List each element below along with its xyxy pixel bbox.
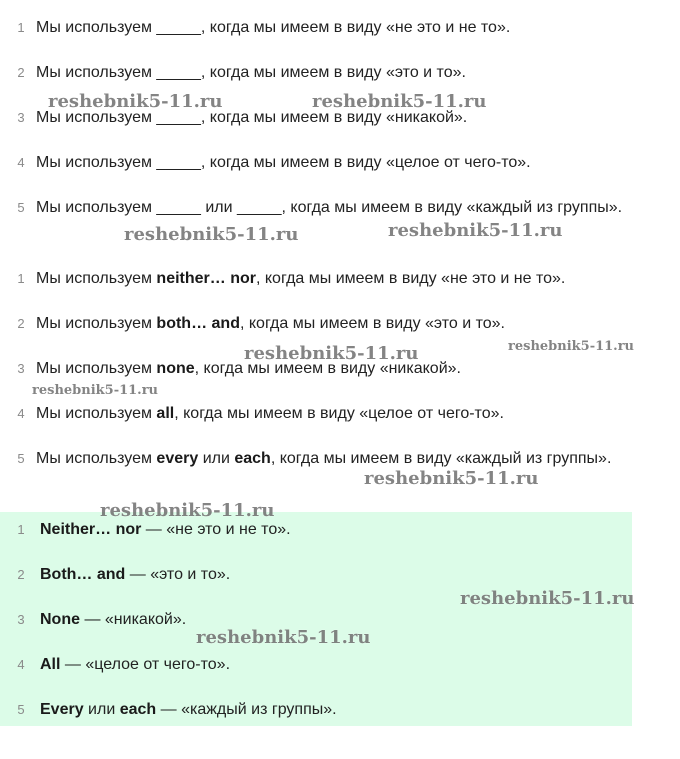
watermark: reshebnik5-11.ru	[508, 339, 635, 354]
text-segment: , когда мы имеем в виду «никакой».	[194, 360, 461, 377]
item-number: 3	[17, 612, 25, 627]
text-segment: Мы используем	[36, 360, 157, 377]
item-number: 5	[17, 200, 25, 215]
text-segment: , когда мы имеем в виду «каждый из группы».	[270, 450, 612, 467]
text-segment: — «никакой».	[80, 611, 187, 628]
watermark: reshebnik5-11.ru	[124, 224, 299, 245]
keyword: neither… nor	[156, 270, 256, 287]
text-segment: или	[83, 701, 120, 718]
item-number: 5	[17, 451, 25, 466]
item-number: 2	[17, 567, 25, 582]
text-segment: Мы используем	[36, 450, 157, 467]
watermark: reshebnik5-11.ru	[312, 91, 487, 112]
item-text	[36, 151, 624, 174]
item-number: 2	[17, 65, 25, 80]
keyword: all	[156, 405, 175, 422]
watermark: reshebnik5-11.ru	[388, 220, 563, 241]
item-number: 3	[17, 361, 25, 376]
item-text	[36, 16, 624, 39]
text-segment: , когда мы имеем в виду «целое от чего-то».	[174, 405, 504, 422]
text-segment: — «каждый из группы».	[156, 701, 337, 718]
watermark: reshebnik5-11.ru	[100, 500, 275, 521]
text-segment: — «это и то».	[125, 566, 231, 583]
item-number: 1	[17, 20, 25, 35]
watermark: reshebnik5-11.ru	[364, 468, 539, 489]
text-segment: Мы используем _____ или _____, когда мы имеем в виду «каждый из группы».	[36, 199, 623, 216]
item-number: 2	[17, 316, 25, 331]
item-text	[40, 698, 624, 721]
item-number: 3	[17, 110, 25, 125]
keyword: None	[40, 611, 80, 628]
item-number: 4	[17, 657, 25, 672]
text-segment: или	[198, 450, 235, 467]
item-text	[36, 61, 624, 84]
text-segment: Мы используем _____, когда мы имеем в виду «никакой».	[36, 109, 468, 126]
item-number: 4	[17, 406, 25, 421]
item-number: 4	[17, 155, 25, 170]
text-segment: Мы используем	[36, 270, 157, 287]
text-segment: Мы используем _____, когда мы имеем в виду «не это и не то».	[36, 19, 511, 36]
item-text	[36, 312, 624, 335]
item-number: 1	[17, 522, 25, 537]
watermark: reshebnik5-11.ru	[196, 627, 371, 648]
watermark: reshebnik5-11.ru	[48, 91, 223, 112]
item-text	[40, 653, 624, 676]
keyword: every	[156, 450, 199, 467]
keyword: Both… and	[40, 566, 126, 583]
item-number: 5	[17, 702, 25, 717]
item-text	[40, 563, 624, 586]
text-segment: , когда мы имеем в виду «это и то».	[239, 315, 505, 332]
keyword: both… and	[156, 315, 240, 332]
watermark: reshebnik5-11.ru	[460, 588, 635, 609]
keyword: All	[40, 656, 61, 673]
item-text	[36, 196, 624, 219]
text-segment: — «целое от чего-то».	[60, 656, 231, 673]
text-segment: Мы используем	[36, 405, 157, 422]
text-segment: Мы используем	[36, 315, 157, 332]
watermark: reshebnik5-11.ru	[244, 343, 419, 364]
item-number: 1	[17, 271, 25, 286]
keyword: none	[156, 360, 195, 377]
item-text	[36, 447, 624, 470]
watermark: reshebnik5-11.ru	[32, 383, 159, 398]
text-segment: — «не это и не то».	[141, 521, 291, 538]
item-text	[36, 267, 624, 290]
keyword: each	[234, 450, 271, 467]
text-segment: Мы используем _____, когда мы имеем в виду «целое от чего-то».	[36, 154, 531, 171]
text-segment: Мы используем _____, когда мы имеем в виду «это и то».	[36, 64, 466, 81]
item-text	[36, 402, 624, 425]
text-segment: , когда мы имеем в виду «не это и не то».	[255, 270, 566, 287]
keyword: Neither… nor	[40, 521, 142, 538]
item-text	[40, 518, 624, 541]
keyword: Every	[40, 701, 84, 718]
keyword: each	[119, 701, 157, 718]
